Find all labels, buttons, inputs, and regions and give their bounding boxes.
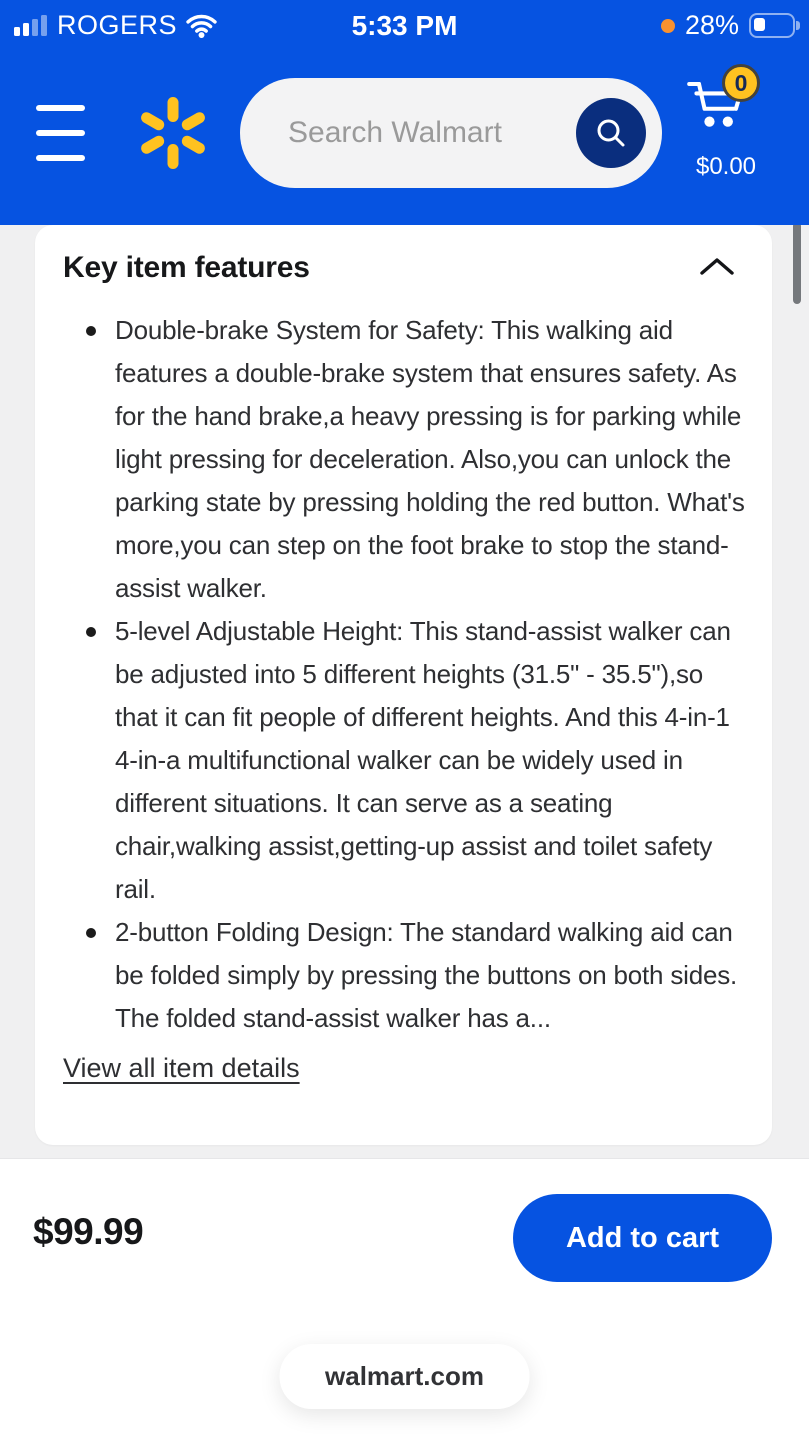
search-button[interactable] <box>576 98 646 168</box>
battery-percent-label: 28% <box>684 10 739 40</box>
feature-bullet: 5-level Adjustable Height: This stand-assist walker can be adjusted into 5 different heights (31.5" - 35.5"),so that it can fit people of different heights. And this 4-in-1 4-in-a multifunctional walker can be widely used in different situations. It can serve as a seating chair,walking assist,getting-up assist and toilet safety rail. <box>115 610 746 911</box>
cart-count-badge: 0 <box>722 64 760 102</box>
walmart-spark-logo[interactable] <box>135 95 211 171</box>
hamburger-menu-button[interactable] <box>36 105 85 163</box>
browser-address-pill[interactable]: walmart.com <box>279 1344 530 1409</box>
collapse-section-button[interactable] <box>696 254 738 282</box>
key-item-features-card <box>35 225 772 1145</box>
status-right-cluster <box>661 10 795 41</box>
battery-icon <box>749 13 795 38</box>
clock: 5:33 PM <box>351 10 458 41</box>
cart-button[interactable] <box>678 65 774 180</box>
section-title: Key item features <box>63 251 310 284</box>
search-icon <box>593 115 629 151</box>
card-header-row <box>63 251 746 285</box>
feature-bullet: 2-button Folding Design: The standard walking aid can be folded simply by pressing the buttons on both sides. The folded stand-assist walker has a... <box>115 911 746 1040</box>
scrollbar-thumb[interactable] <box>793 222 801 304</box>
walmart-app-header <box>0 55 809 225</box>
view-all-item-details-link[interactable]: View all item details <box>63 1053 300 1083</box>
add-to-cart-button[interactable]: Add to cart <box>513 1194 772 1282</box>
search-bar <box>240 78 662 188</box>
buy-bottom-bar <box>0 1158 809 1440</box>
cart-total-label: $0.00 <box>695 153 757 180</box>
carrier-label: ROGERS <box>57 10 178 40</box>
microphone-indicator-dot-icon <box>661 19 675 33</box>
feature-bullet-list <box>63 309 746 1040</box>
chevron-up-icon <box>700 258 734 275</box>
product-price: $99.99 <box>33 1211 144 1252</box>
feature-bullet: Double-brake System for Safety: This walking aid features a double-brake system that ensures safety. As for the hand brake,a heavy pressing is for parking while light pressing for deceleration. Also,you can unlock the parking state by pressing holding the red button. What's more,you can step on the foot brake to stop the stand-assist walker. <box>115 309 746 610</box>
ios-status-bar <box>0 0 809 55</box>
search-input[interactable] <box>288 78 568 188</box>
